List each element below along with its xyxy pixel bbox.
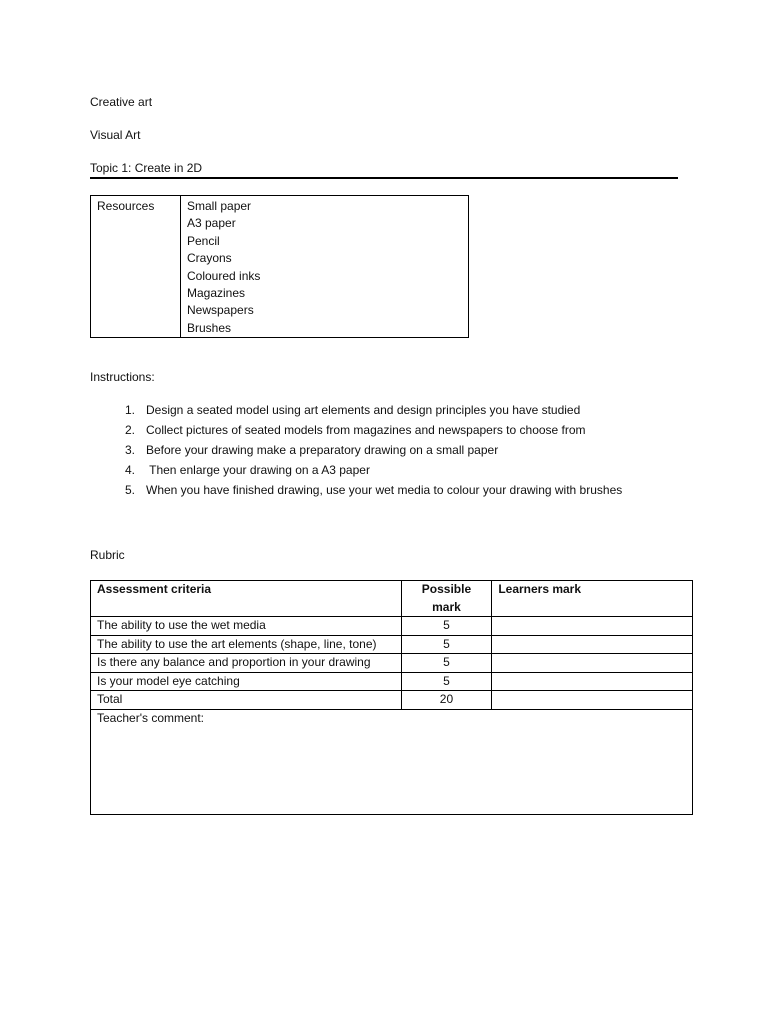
total-possible-mark: 20 (401, 691, 492, 710)
rubric-row (91, 617, 693, 636)
instruction-text: When you have finished drawing, use your wet media to colour your drawing with brushes (146, 483, 623, 497)
instruction-item (90, 401, 622, 421)
instruction-number: 3. (124, 443, 135, 457)
instruction-text: Design a seated model using art elements and design principles you have studied (146, 403, 581, 417)
document-subtitle: Visual Art (90, 128, 141, 142)
instruction-item (90, 441, 622, 461)
topic-heading: Topic 1: Create in 2D (90, 161, 203, 175)
resources-label: Resources (91, 196, 181, 338)
rubric-row (91, 654, 693, 673)
resource-item: Brushes (187, 320, 232, 335)
instruction-text: Collect pictures of seated models from magazines and newspapers to choose from (146, 423, 586, 437)
header-assessment-criteria: Assessment criteria (91, 581, 402, 617)
instruction-item (90, 481, 622, 501)
instruction-item (90, 421, 622, 441)
resource-item: Pencil (187, 233, 220, 248)
instruction-number: 1. (124, 403, 135, 417)
possible-mark-cell: 5 (401, 672, 492, 691)
instruction-number: 2. (124, 423, 135, 437)
topic-underline (90, 177, 678, 179)
resource-item: Crayons (187, 251, 232, 266)
teacher-comment-cell: Teacher's comment: (91, 709, 693, 814)
learners-mark-cell (492, 617, 693, 636)
total-learners-mark (492, 691, 693, 710)
possible-mark-cell: 5 (401, 635, 492, 654)
resource-item: Newspapers (187, 303, 254, 318)
total-label: Total (91, 691, 402, 710)
resource-item: Coloured inks (187, 268, 261, 283)
resources-row (91, 196, 469, 338)
rubric-row (91, 672, 693, 691)
instructions-list (90, 401, 622, 501)
learners-mark-cell (492, 672, 693, 691)
criteria-cell: Is there any balance and proportion in your drawing (91, 654, 402, 673)
resources-table (90, 195, 469, 338)
rubric-total-row (91, 691, 693, 710)
criteria-cell: The ability to use the art elements (shape, line, tone) (91, 635, 402, 654)
possible-mark-cell: 5 (401, 654, 492, 673)
document-title: Creative art (90, 95, 153, 109)
possible-mark-cell: 5 (401, 617, 492, 636)
rubric-row (91, 635, 693, 654)
criteria-cell: Is your model eye catching (91, 672, 402, 691)
instruction-text: Then enlarge your drawing on a A3 paper (146, 463, 370, 477)
resource-item: Small paper (187, 199, 252, 213)
resource-item: Magazines (187, 286, 246, 301)
learners-mark-cell (492, 654, 693, 673)
header-learners-mark: Learners mark (492, 581, 693, 617)
rubric-table (90, 580, 693, 815)
instructions-heading: Instructions: (90, 370, 155, 384)
learners-mark-cell (492, 635, 693, 654)
instruction-text: Before your drawing make a preparatory drawing on a small paper (146, 443, 499, 457)
criteria-cell: The ability to use the wet media (91, 617, 402, 636)
resources-list (181, 196, 469, 338)
rubric-header-row (91, 581, 693, 617)
instruction-number: 5. (124, 483, 135, 497)
instruction-item (90, 461, 622, 481)
teacher-comment-row (91, 709, 693, 814)
header-possible-mark: Possible mark (401, 581, 492, 617)
instruction-number: 4. (124, 463, 135, 477)
rubric-heading: Rubric (90, 548, 125, 562)
resource-item: A3 paper (187, 216, 236, 231)
